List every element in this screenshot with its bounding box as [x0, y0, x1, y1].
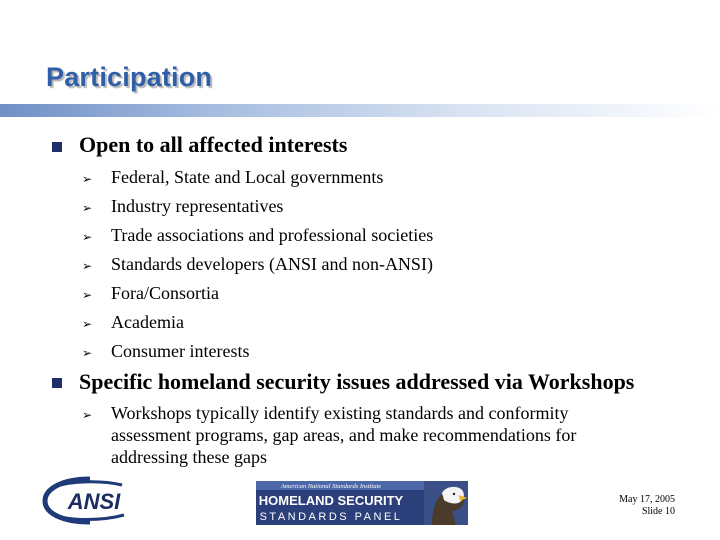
list-item-text: Academia — [111, 312, 184, 332]
list-item-text: Trade associations and professional societies — [111, 225, 434, 245]
list-item-text: Industry representatives — [111, 196, 284, 216]
ansi-logo — [40, 475, 140, 525]
arrow-bullet-icon: ➢ — [82, 230, 93, 244]
arrow-bullet-icon: ➢ — [82, 259, 93, 273]
bullet-open-interests: Open to all affected interests — [79, 132, 348, 157]
list-item-text: Workshops typically identify existing standards and conformity assessment programs, gap areas, and make recommendations for addressing these gaps — [111, 403, 577, 467]
title-divider — [0, 104, 720, 117]
arrow-bullet-icon: ➢ — [82, 288, 93, 302]
list-item-text: Consumer interests — [111, 341, 250, 361]
ansi-logo-text: ANSI — [67, 489, 121, 514]
slide-title: Participation — [46, 62, 213, 92]
eagle-icon — [424, 481, 468, 525]
banner-line1-text: HOMELAND SECURITY — [258, 493, 404, 508]
arrow-bullet-icon: ➢ — [82, 172, 93, 186]
bullet-workshops: Specific homeland security issues addressed via Workshops — [79, 369, 635, 394]
hssp-banner-logo — [256, 481, 468, 525]
footer-slide-number: Slide 10 — [641, 506, 675, 517]
list-item-text: Federal, State and Local governments — [111, 167, 384, 187]
banner-line2-text: STANDARDS PANEL — [259, 511, 403, 523]
square-bullet-icon — [52, 142, 62, 152]
arrow-bullet-icon: ➢ — [82, 201, 93, 215]
list-item-text: Standards developers (ANSI and non-ANSI) — [111, 254, 433, 274]
square-bullet-icon — [52, 378, 62, 388]
arrow-bullet-icon: ➢ — [82, 317, 93, 331]
footer-date: May 17, 2005 — [619, 494, 675, 505]
arrow-bullet-icon: ➢ — [82, 408, 93, 422]
list-item-text: Fora/Consortia — [111, 283, 219, 303]
banner-institute-text: American National Standards Institute — [280, 483, 382, 490]
arrow-bullet-icon: ➢ — [82, 346, 93, 360]
